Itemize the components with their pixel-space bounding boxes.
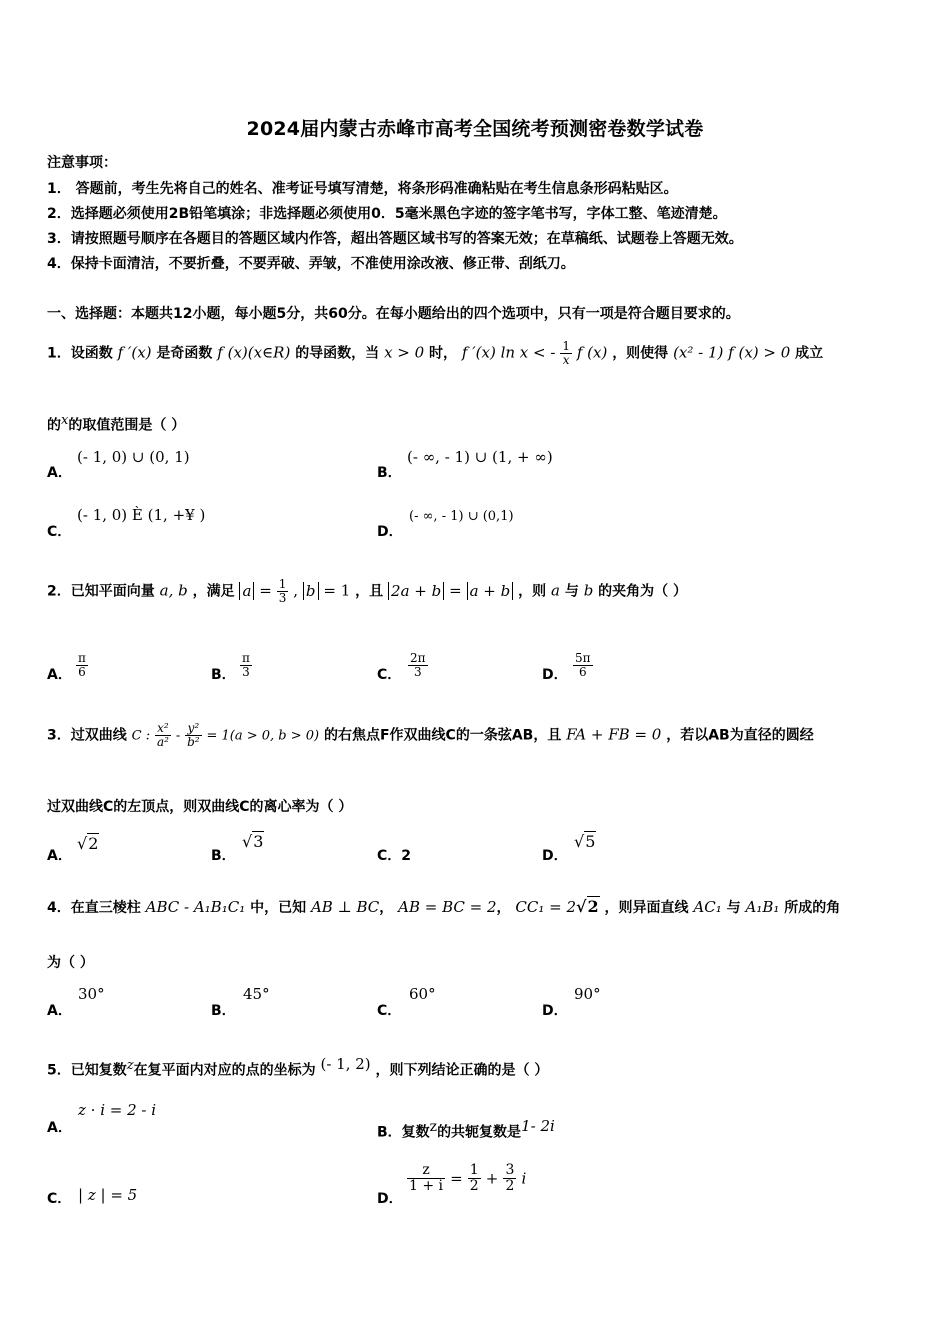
denominator: b² bbox=[187, 735, 200, 750]
q5-formula: z bbox=[429, 1119, 438, 1135]
q3-formula: FA + FB = 0 bbox=[566, 725, 662, 744]
option-label: D． bbox=[542, 848, 568, 864]
q1-formula: f ′(x) bbox=[117, 343, 152, 362]
q2-fraction bbox=[277, 578, 289, 605]
q1-var-x: x bbox=[61, 413, 69, 428]
option-label: A． bbox=[47, 465, 72, 481]
q2-option-c bbox=[408, 652, 428, 679]
option-label: B． bbox=[211, 848, 236, 864]
q4-sqrt: √2 bbox=[576, 897, 599, 916]
q5-formula: (- 1, 2) bbox=[320, 1055, 371, 1073]
q2-formula: = bbox=[259, 581, 272, 600]
q1-text: 是奇函数 bbox=[156, 345, 213, 362]
q4-formula: A₁B₁ bbox=[745, 898, 780, 916]
option-label: A． bbox=[47, 1003, 72, 1019]
numerator: x² bbox=[155, 722, 171, 736]
question-4-line2: 为（ ） bbox=[47, 955, 94, 971]
q4-text: 4．在直三棱柱 bbox=[47, 900, 141, 916]
q5-text: 的共轭复数是 bbox=[437, 1124, 522, 1141]
numerator: 3 bbox=[505, 1162, 515, 1178]
q3-option-c: C．2 bbox=[377, 848, 412, 864]
q4-option-b: 45° bbox=[243, 985, 270, 1003]
q2-formula: = 1 bbox=[323, 581, 351, 600]
question-1-line2 bbox=[47, 413, 185, 435]
q1-formula: f (x)(x∈R) bbox=[217, 343, 291, 362]
notice-item: 2．选择题必须使用2B铅笔填涂；非选择题必须使用0．5毫米黑色字迹的签字笔书写，字体工整、笔迹清楚。 bbox=[47, 206, 727, 222]
q2-formula: a + b bbox=[467, 582, 514, 600]
q1-option-d: (- ∞, - 1) ∪ (0,1) bbox=[409, 509, 514, 524]
q5-formula: + bbox=[485, 1169, 499, 1188]
numerator: 1 bbox=[469, 1162, 479, 1178]
denominator: 3 bbox=[242, 665, 250, 680]
q5-text: ，则下列结论正确的是（ ） bbox=[375, 1062, 549, 1079]
q4-option-a: 30° bbox=[78, 985, 105, 1003]
option-label: B． bbox=[377, 465, 402, 481]
q3-text: 的右焦点F作双曲线C的一条弦AB，且 bbox=[323, 727, 562, 744]
q3-text: 3．过双曲线 bbox=[47, 727, 127, 744]
q5-option-c: | z | = 5 bbox=[78, 1186, 138, 1204]
q1-text: 的 bbox=[47, 417, 61, 434]
option-label: B． bbox=[211, 1003, 236, 1019]
q1-text: ，则使得 bbox=[612, 345, 669, 362]
notice-item: 3．请按照题号顺序在各题目的答题区域内作答，超出答题区域书写的答案无效；在草稿纸、试题卷上答题无效。 bbox=[47, 231, 743, 247]
q2-text: ，且 bbox=[355, 583, 384, 600]
q1-formula: (x² - 1) f (x) > 0 bbox=[673, 343, 791, 362]
radicand: 3 bbox=[253, 832, 264, 851]
q2-formula: a bbox=[550, 581, 560, 600]
q3-formula: = 1(a > 0, b > 0) bbox=[206, 728, 320, 744]
option-label: A． bbox=[47, 1120, 72, 1136]
denominator: 3 bbox=[278, 591, 287, 606]
option-label: B． bbox=[211, 667, 236, 683]
q1-text: 的取值范围是（ ） bbox=[68, 417, 186, 434]
q2-formula: , bbox=[293, 581, 299, 600]
q2-formula: 2a + b bbox=[388, 582, 444, 600]
radicand: 2 bbox=[88, 834, 99, 853]
q2-option-d bbox=[573, 652, 593, 679]
q1-text: 的导函数，当 bbox=[295, 345, 380, 362]
option-label: D． bbox=[377, 524, 403, 540]
option-label: D． bbox=[542, 667, 568, 683]
denominator: 6 bbox=[78, 665, 86, 680]
q5-fraction bbox=[407, 1163, 445, 1195]
q2-option-a bbox=[76, 652, 88, 679]
numerator: 1 bbox=[278, 577, 287, 591]
q2-text: ，则 bbox=[518, 583, 547, 600]
notice-heading: 注意事项： bbox=[47, 155, 117, 171]
notice-item: 4．保持卡面清洁，不要折叠，不要弄破、弄皱，不准使用涂改液、修正带、刮纸刀。 bbox=[47, 256, 575, 272]
q1-text: 时， bbox=[429, 345, 458, 362]
q4-text: 中，已知 bbox=[250, 900, 307, 916]
q2-vector-a-norm: a bbox=[239, 582, 254, 600]
q5-option-a: z · i = 2 - i bbox=[78, 1101, 157, 1119]
denominator: x bbox=[562, 353, 570, 368]
q2-formula: a, b bbox=[159, 581, 188, 600]
q1-text: 1．设函数 bbox=[47, 345, 113, 362]
q4-formula: AB ⊥ BC bbox=[310, 898, 380, 916]
q3-fraction bbox=[155, 722, 171, 749]
numerator: 2π bbox=[410, 651, 426, 665]
q3-formula: - bbox=[175, 728, 181, 744]
q2-formula: = bbox=[449, 581, 462, 600]
q2-text: 2．已知平面向量 bbox=[47, 583, 155, 600]
numerator: y² bbox=[185, 722, 202, 736]
option-label: A． bbox=[47, 667, 72, 683]
q5-option-b bbox=[377, 1117, 555, 1142]
q5-fraction bbox=[503, 1163, 516, 1195]
question-2 bbox=[47, 578, 687, 605]
numerator: 5π bbox=[575, 651, 591, 665]
q3-formula: C : bbox=[131, 728, 151, 744]
q5-fraction bbox=[468, 1163, 481, 1195]
question-5 bbox=[47, 1055, 548, 1080]
q4-text: ， bbox=[496, 900, 511, 916]
option-label: A． bbox=[47, 848, 72, 864]
q5-formula: i bbox=[521, 1169, 527, 1188]
q1-text: 成立 bbox=[795, 345, 824, 362]
q2-vector-b-norm: b bbox=[303, 582, 319, 600]
q1-fraction bbox=[560, 340, 572, 367]
denominator: a² bbox=[156, 735, 169, 750]
q4-formula: CC₁ = 2 bbox=[515, 898, 577, 916]
option-label: C． bbox=[377, 1003, 402, 1019]
option-label: D． bbox=[542, 1003, 568, 1019]
q4-formula: AC₁ bbox=[693, 898, 722, 916]
option-label: B．复数 bbox=[377, 1124, 430, 1141]
q5-option-d bbox=[407, 1163, 526, 1195]
q4-text: ，则异面直线 bbox=[604, 900, 689, 916]
q5-formula: z bbox=[126, 1058, 134, 1073]
q2-text: 的夹角为（ ） bbox=[598, 583, 688, 600]
section-heading: 一、选择题：本题共12小题，每小题5分，共60分。在每小题给出的四个选项中，只有一项是符合题目要求的。 bbox=[47, 306, 740, 322]
numerator: z bbox=[407, 1163, 445, 1179]
denominator: 2 bbox=[505, 1178, 515, 1195]
q5-formula: 1- 2i bbox=[521, 1117, 555, 1135]
q1-formula: f ′(x) ln x < - bbox=[461, 343, 556, 362]
q5-text: 5．已知复数 bbox=[47, 1062, 127, 1079]
q4-formula: AB = BC = 2 bbox=[398, 898, 497, 916]
option-label: C． bbox=[377, 667, 402, 683]
option-label: D． bbox=[377, 1191, 403, 1207]
q5-formula: = bbox=[450, 1169, 463, 1188]
denominator: 3 bbox=[413, 665, 422, 680]
q3-text: ，若以AB为直径的圆经 bbox=[666, 727, 814, 744]
question-4 bbox=[47, 897, 840, 917]
numerator: 1 bbox=[562, 339, 570, 353]
question-3-line2: 过双曲线C的左顶点，则双曲线C的离心率为（ ） bbox=[47, 799, 353, 815]
q4-text: 与 bbox=[726, 900, 741, 916]
q4-option-c: 60° bbox=[409, 985, 436, 1003]
numerator: π bbox=[78, 651, 86, 665]
q5-text: 在复平面内对应的点的坐标为 bbox=[133, 1062, 316, 1079]
q1-option-b: (- ∞, - 1) ∪ (1, + ∞) bbox=[407, 448, 553, 466]
q1-option-c: (- 1, 0) È (1, +¥ ) bbox=[77, 506, 206, 524]
q3-option-d: √5 bbox=[574, 832, 596, 851]
denominator: 2 bbox=[469, 1178, 479, 1195]
q4-text: 所成的角 bbox=[784, 900, 841, 916]
q3-option-b: √3 bbox=[242, 832, 264, 851]
notice-item: 1． 答题前，考生先将自己的姓名、准考证号填写清楚，将条形码准确粘贴在考生信息条形码粘贴区。 bbox=[47, 181, 678, 197]
numerator: π bbox=[242, 651, 250, 665]
q4-option-d: 90° bbox=[574, 985, 601, 1003]
option-label: C． bbox=[47, 1191, 72, 1207]
q2-text: 与 bbox=[564, 583, 579, 600]
option-label: C． bbox=[47, 524, 72, 540]
q4-formula: ABC - A₁B₁C₁ bbox=[145, 898, 246, 916]
q2-formula: b bbox=[583, 581, 594, 600]
q4-text: ， bbox=[379, 900, 394, 916]
radicand: 2 bbox=[587, 897, 599, 916]
q1-option-a: (- 1, 0) ∪ (0, 1) bbox=[77, 448, 190, 466]
q2-option-b bbox=[240, 652, 252, 679]
q3-option-a: √2 bbox=[77, 834, 99, 853]
page-title: 2024届内蒙古赤峰市高考全国统考预测密卷数学试卷 bbox=[246, 118, 704, 140]
q1-formula: f (x) bbox=[576, 343, 608, 362]
q1-formula: x > 0 bbox=[384, 343, 425, 362]
denominator: 1 + i bbox=[409, 1178, 444, 1195]
q2-text: ，满足 bbox=[192, 583, 235, 600]
question-1 bbox=[47, 340, 823, 367]
question-3 bbox=[47, 722, 814, 749]
q3-fraction bbox=[185, 722, 202, 749]
denominator: 6 bbox=[578, 665, 587, 680]
radicand: 5 bbox=[585, 832, 596, 851]
